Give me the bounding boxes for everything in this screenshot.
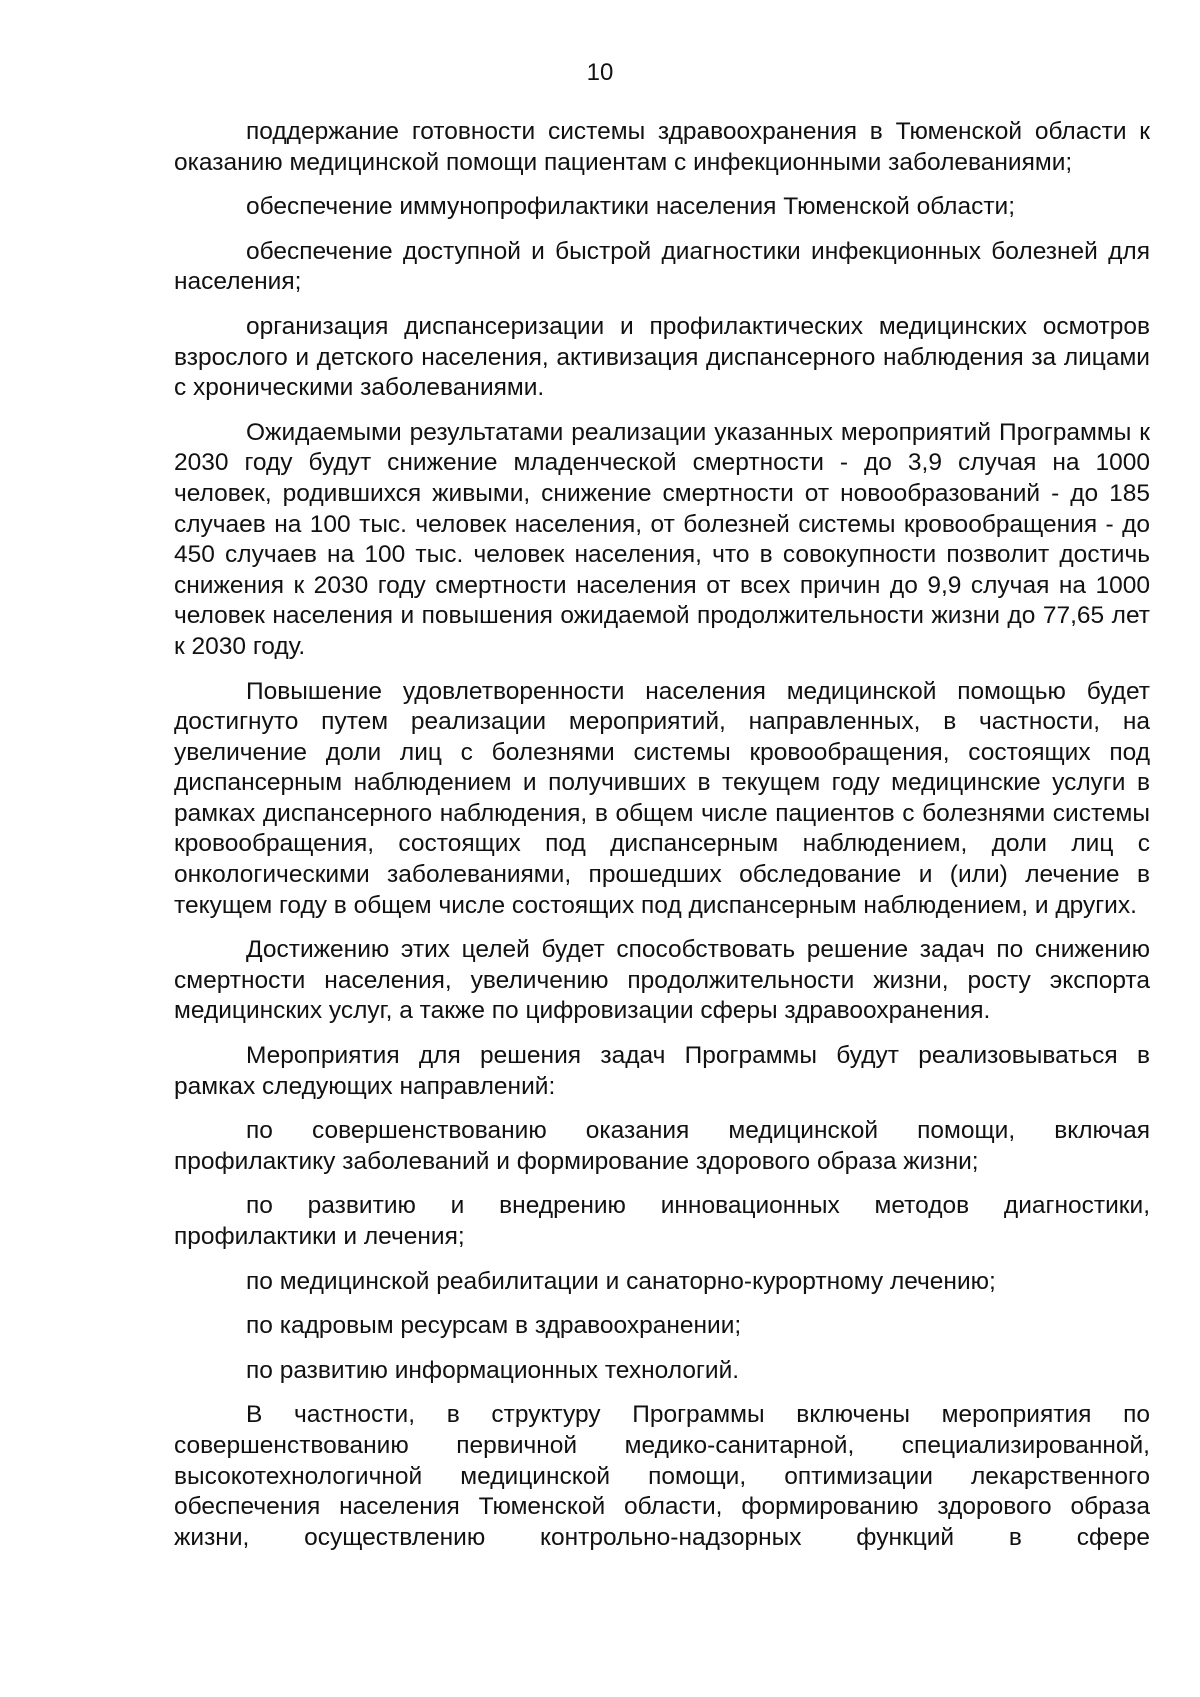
paragraph: по кадровым ресурсам в здравоохранении; xyxy=(246,1312,742,1340)
document-body xyxy=(174,117,1150,1567)
paragraph: поддержание готовности системы здравоохранения в Тюменской области к оказанию медицинской помощи пациентам с инфекционными заболеваниями; xyxy=(174,118,1150,176)
paragraph: Повышение удовлетворенности населения медицинской помощью будет достигнуто путем реализации мероприятий, направленных, в частности, на увеличение доли лиц с болезнями системы кровообращения, состоящих под диспансерным наблюдением и получивших в текущем году медицинские услуги в рамках диспансерного наблюдения, в общем числе пациентов с болезнями системы кровообращения, состоящих под диспансерным наблюдением, доли лиц с онкологическими заболеваниями, прошедших обследование и (или) лечение в текущем году в общем числе состоящих под диспансерным наблюдением, и других. xyxy=(174,677,1150,919)
paragraph: обеспечение иммунопрофилактики населения Тюменской области; xyxy=(246,193,1016,221)
paragraph: организация диспансеризации и профилактических медицинских осмотров взрослого и детского населения, активизация диспансерного наблюдения за лицами с хроническими заболеваниями. xyxy=(174,312,1150,402)
paragraph: Мероприятия для решения задач Программы будут реализовываться в рамках следующих направлений: xyxy=(174,1042,1150,1100)
paragraph: по совершенствованию оказания медицинской помощи, включая профилактику заболеваний и формирование здорового образа жизни; xyxy=(174,1117,1150,1175)
paragraph: по развитию информационных технологий. xyxy=(246,1356,740,1384)
paragraph: по развитию и внедрению инновационных методов диагностики, профилактики и лечения; xyxy=(174,1192,1150,1250)
paragraph: обеспечение доступной и быстрой диагностики инфекционных болезней для населения; xyxy=(174,237,1150,296)
page-number: 10 xyxy=(586,59,614,86)
paragraph: В частности, в структуру Программы включены мероприятия по совершенствованию первичной медико-санитарной, специализированной, высокотехнологичной медицинской помощи, оптимизации лекарственного обеспечения населения Тюменской области, формированию здорового образа жизни, осуществлению контрольно-надзорных функций в сфере xyxy=(174,1401,1150,1551)
paragraph: по медицинской реабилитации и санаторно-курортному лечению; xyxy=(246,1267,996,1295)
paragraph: Достижению этих целей будет способствовать решение задач по снижению смертности населения, увеличению продолжительности жизни, росту экспорта медицинских услуг, а также по цифровизации сферы здравоохранения. xyxy=(174,936,1150,1025)
paragraph: Ожидаемыми результатами реализации указанных мероприятий Программы к 2030 году будут снижение младенческой смертности - до 3,9 случая на 1000 человек, родившихся живыми, снижение смертности от новообразований - до 185 случаев на 100 тыс. человек населения, от болезней системы кровообращения - до 450 случаев на 100 тыс. человек населения, что в совокупности позволит достичь снижения к 2030 году смертности населения от всех причин до 9,9 случая на 1000 человек населения и повышения ожидаемой продолжительности жизни до 77,65 лет к 2030 году. xyxy=(174,418,1150,660)
